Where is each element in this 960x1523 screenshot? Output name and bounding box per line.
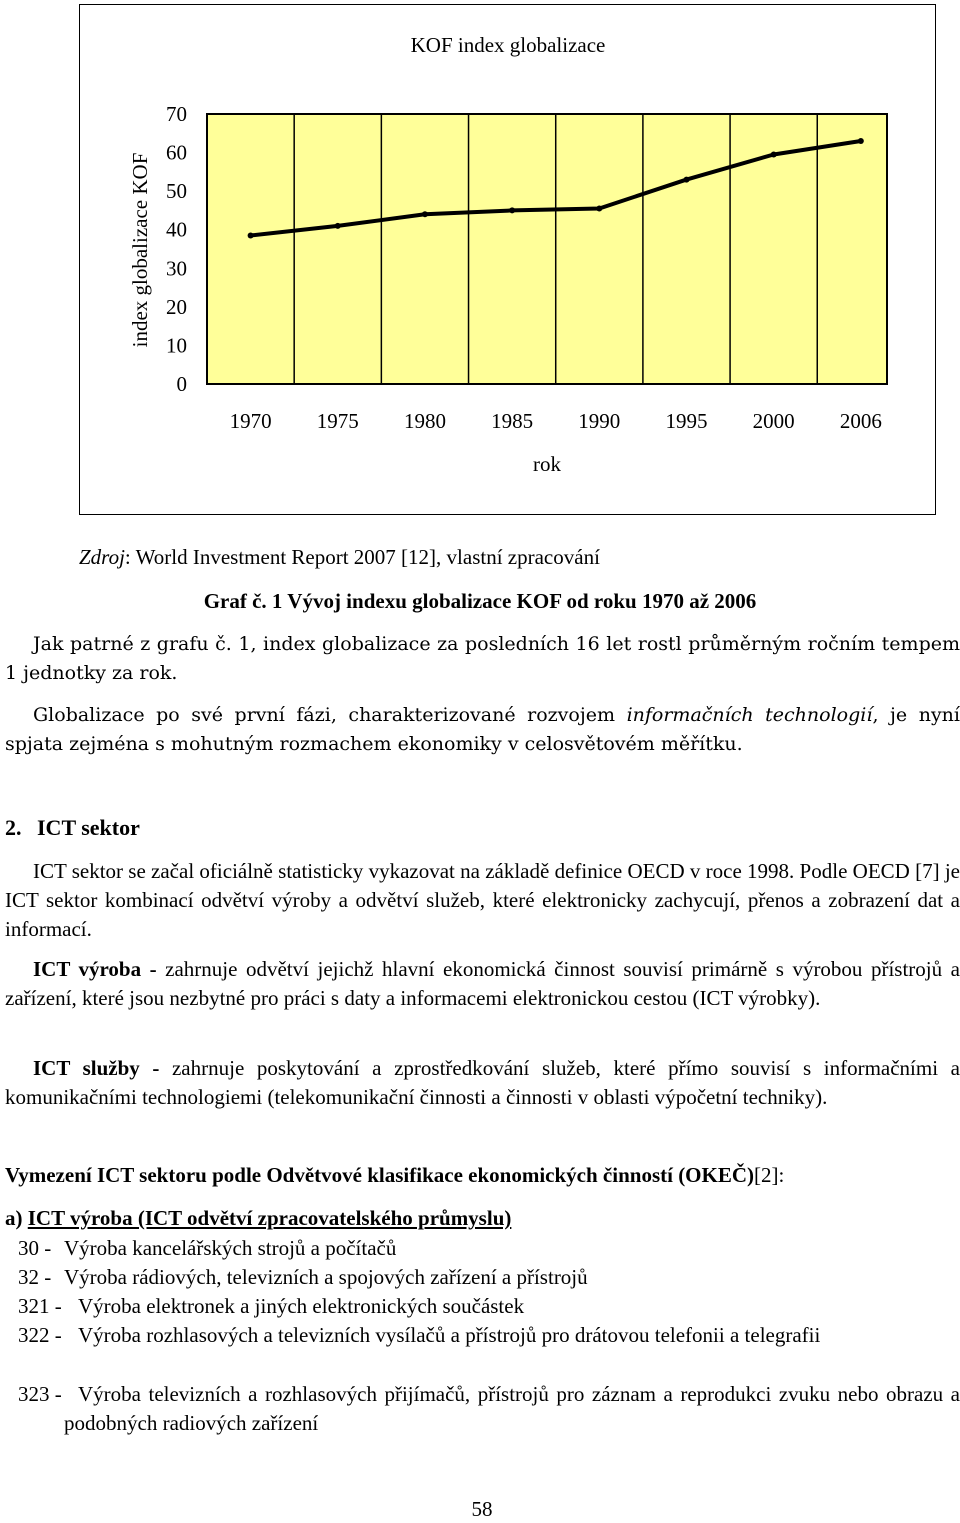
chart-source bbox=[79, 545, 600, 570]
code-number: 30 - bbox=[18, 1236, 52, 1260]
y-tick-label: 20 bbox=[166, 294, 187, 319]
okec-title-bold: Vymezení ICT sektoru podle Odvětvové klasifikace ekonomických činností (OKEČ) bbox=[5, 1163, 755, 1187]
ict-production-term: ICT výroba - bbox=[33, 957, 157, 981]
data-point bbox=[335, 223, 341, 229]
ict-services-term: ICT služby - bbox=[33, 1056, 160, 1080]
x-tick-label: 1970 bbox=[229, 409, 272, 433]
data-point bbox=[771, 152, 777, 158]
data-point bbox=[509, 207, 515, 213]
source-label: Zdroj bbox=[79, 545, 125, 569]
code-row bbox=[18, 1234, 960, 1263]
subsection-title: ICT výroba (ICT odvětví zpracovatelského průmyslu) bbox=[27, 1206, 512, 1230]
x-tick-label: 1980 bbox=[403, 409, 446, 433]
x-tick-label: 2000 bbox=[752, 409, 795, 433]
x-tick-label: 1975 bbox=[316, 409, 359, 433]
paragraph-ict-definition: ICT sektor se začal oficiálně statisticky vykazovat na základě definice OECD v roce 1998. Podle OECD [7] je ICT sektor kombinací odvětví výroby a odvětví služeb, které elektronicky zachycují, přenos a zobrazení dat a informací. bbox=[5, 859, 960, 941]
y-tick-label: 30 bbox=[166, 256, 187, 281]
y-tick-label: 70 bbox=[166, 102, 187, 126]
x-tick-label: 2006 bbox=[839, 409, 882, 433]
code-row bbox=[18, 1292, 960, 1321]
subsection-heading bbox=[5, 1206, 511, 1231]
okec-title-ref: [2]: bbox=[754, 1163, 785, 1187]
paragraph-ict-services bbox=[5, 1054, 960, 1112]
y-tick-label: 60 bbox=[166, 140, 187, 165]
para2-before: Globalizace po své první fázi, charakterizované rozvojem bbox=[33, 704, 627, 726]
code-number: 323 - bbox=[18, 1382, 62, 1406]
para2-italic: informačních technologií bbox=[626, 704, 873, 726]
y-tick-label: 10 bbox=[166, 333, 187, 358]
x-tick-label: 1990 bbox=[578, 409, 621, 433]
code-row bbox=[18, 1321, 960, 1379]
code-description: Výroba rozhlasových a televizních vysílačů a přístrojů pro drátovou telefonii a telegrafii bbox=[78, 1323, 821, 1347]
paragraph-globalization bbox=[5, 701, 960, 759]
code-number: 321 - bbox=[18, 1294, 62, 1318]
chart-title: KOF index globalizace bbox=[410, 33, 606, 57]
ict-production-text: zahrnuje odvětví jejichž hlavní ekonomická činnost souvisí primárně s výrobou přístrojů a zařízení, které jsou nezbytné pro práci s daty a informacemi elektronickou cestou (ICT výrobky). bbox=[5, 957, 960, 1010]
subsection-prefix: a) bbox=[5, 1206, 28, 1230]
data-point bbox=[683, 177, 689, 183]
code-description: Výroba televizních a rozhlasových přijímačů, přístrojů pro záznam a reprodukci zvuku nebo obrazu a podobných radiových zařízení bbox=[64, 1382, 960, 1435]
x-tick-label: 1985 bbox=[491, 409, 534, 433]
data-point bbox=[596, 206, 602, 212]
paragraph-growth: Jak patrné z grafu č. 1, index globalizace za posledních 16 let rostl průměrným ročním tempem 1 jednotky za rok. bbox=[5, 633, 960, 684]
code-description: Výroba elektronek a jiných elektronických součástek bbox=[78, 1294, 525, 1318]
x-axis-label: rok bbox=[533, 452, 561, 476]
para2-after: , je nyní spjata zejména s mohutným rozmachem ekonomiky v celosvětovém měřítku. bbox=[5, 704, 960, 755]
source-text: : World Investment Report 2007 [12], vlastní zpracování bbox=[124, 545, 600, 569]
code-row bbox=[18, 1380, 960, 1438]
data-point bbox=[858, 138, 864, 144]
code-number: 322 - bbox=[18, 1323, 62, 1347]
section-heading bbox=[5, 815, 140, 841]
okec-section-title bbox=[5, 1163, 784, 1188]
heading-title: ICT sektor bbox=[37, 815, 140, 840]
figure-caption: Graf č. 1 Vývoj indexu globalizace KOF od roku 1970 až 2006 bbox=[203, 589, 757, 613]
ict-services-text: zahrnuje poskytování a zprostředkování služeb, které přímo souvisí s informačními a komunikačními technologiemi (telekomunikační činnosti a činnosti v oblasti výpočetní techniky). bbox=[5, 1056, 960, 1109]
page-number: 58 bbox=[471, 1497, 493, 1521]
y-tick-label: 40 bbox=[166, 217, 187, 242]
data-point bbox=[422, 211, 428, 217]
kof-line-chart bbox=[0, 0, 960, 520]
code-description: Výroba rádiových, televizních a spojových zařízení a přístrojů bbox=[64, 1265, 588, 1289]
y-tick-label: 50 bbox=[166, 179, 187, 204]
x-tick-label: 1995 bbox=[665, 409, 708, 433]
heading-number: 2. bbox=[5, 815, 22, 840]
code-row bbox=[18, 1263, 960, 1292]
paragraph-ict-production bbox=[5, 955, 960, 1013]
y-tick-label: 0 bbox=[176, 372, 187, 396]
data-point bbox=[248, 233, 254, 239]
code-number: 32 - bbox=[18, 1265, 52, 1289]
code-description: Výroba kancelářských strojů a počítačů bbox=[64, 1236, 397, 1260]
y-axis-label: index globalizace KOF bbox=[128, 152, 152, 348]
